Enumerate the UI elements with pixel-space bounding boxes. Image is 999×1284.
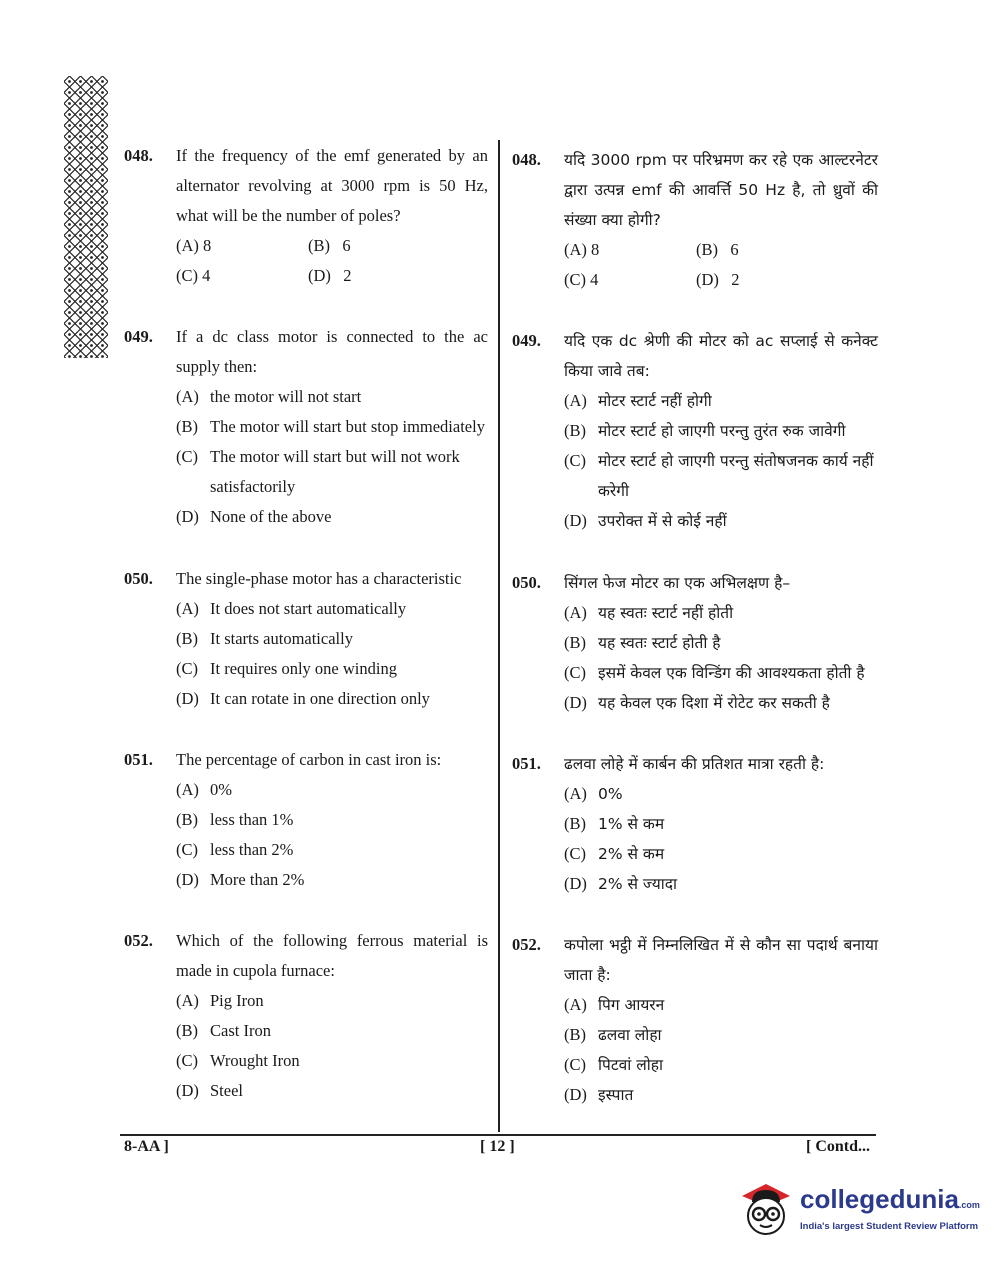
page-number: [ 12 ] <box>480 1138 515 1155</box>
option-c: (C) 4 <box>564 270 599 289</box>
booklet-code: 8-AA ] <box>124 1138 169 1155</box>
options-row <box>512 235 878 265</box>
options-row <box>124 231 488 261</box>
option-d: (D) 2 <box>308 266 352 285</box>
question-048-en <box>124 141 488 291</box>
option-c: (C) It requires only one winding <box>176 659 397 678</box>
column-divider <box>498 140 500 1132</box>
option-d: (D) More than 2% <box>176 870 305 889</box>
question-number: 052. <box>512 935 541 954</box>
option-b: (B) ढलवा लोहा <box>564 1025 662 1044</box>
option-c: (C) The motor will start but will not work satisfactorily <box>176 447 460 496</box>
option-a: (A) 0% <box>176 780 232 799</box>
option-d: (D) It can rotate in one direction only <box>176 689 430 708</box>
question-text: Which of the following ferrous material is made in cupola furnace: <box>176 931 488 980</box>
question-number: 049. <box>124 327 153 346</box>
question-text: यदि एक dc श्रेणी की मोटर को ac सप्लाई से कनेक्ट किया जावे तब: <box>564 332 878 380</box>
question-052-en <box>124 926 488 1106</box>
options-row <box>124 261 488 291</box>
question-number: 051. <box>124 750 153 769</box>
question-text: यदि 3000 rpm पर परिभ्रमण कर रहे एक आल्टरनेटर द्वारा उत्पन्न emf की आवर्त्ति 50 Hz है, तो ध्रुवों की संख्या क्या होगी? <box>564 151 878 229</box>
question-number: 048. <box>512 150 541 169</box>
option-a: (A) पिग आयरन <box>564 995 665 1014</box>
question-text: ढलवा लोहे में कार्बन की प्रतिशत मात्रा रहती है: <box>564 755 825 773</box>
question-number: 051. <box>512 754 541 773</box>
option-c: (C) इसमें केवल एक विन्डिंग की आवश्यकता होती है <box>564 663 865 682</box>
option-c: (C) less than 2% <box>176 840 294 859</box>
question-number: 050. <box>512 573 541 592</box>
question-048-hi <box>512 145 878 295</box>
option-a: (A) यह स्वतः स्टार्ट नहीं होती <box>564 603 734 622</box>
brand-name: collegedunia <box>800 1184 959 1214</box>
question-number: 052. <box>124 931 153 950</box>
question-051-en <box>124 745 488 895</box>
question-number: 050. <box>124 569 153 588</box>
option-b: (B) यह स्वतः स्टार्ट होती है <box>564 633 721 652</box>
question-049-en <box>124 322 488 532</box>
question-number: 048. <box>124 146 153 165</box>
collegedunia-logo <box>736 1176 980 1248</box>
question-text: कपोला भट्ठी में निम्नलिखित में से कौन सा पदार्थ बनाया जाता है: <box>564 936 878 984</box>
question-049-hi <box>512 326 878 536</box>
option-c: (C) 2% से कम <box>564 844 665 863</box>
option-a: (A) 8 <box>176 236 212 255</box>
option-b: (B) 1% से कम <box>564 814 665 833</box>
option-a: (A) It does not start automatically <box>176 599 407 618</box>
option-d: (D) इस्पात <box>564 1085 634 1104</box>
option-d: (D) None of the above <box>176 507 332 526</box>
options-row <box>512 265 878 295</box>
option-a: (A) Pig Iron <box>176 991 264 1010</box>
option-b: (B) The motor will start but stop immediately <box>176 417 485 436</box>
mascot-icon <box>736 1176 796 1242</box>
option-b: (B) 6 <box>308 236 351 255</box>
question-050-hi <box>512 568 878 718</box>
option-c: (C) पिटवां लोहा <box>564 1055 663 1074</box>
option-b: (B) less than 1% <box>176 810 294 829</box>
option-d: (D) यह केवल एक दिशा में रोटेट कर सकती है <box>564 693 830 712</box>
option-a: (A) the motor will not start <box>176 387 362 406</box>
option-b: (B) Cast Iron <box>176 1021 271 1040</box>
option-b: (B) It starts automatically <box>176 629 353 648</box>
question-text: सिंगल फेज मोटर का एक अभिलक्षण है– <box>564 574 791 592</box>
option-d: (D) उपरोक्त में से कोई नहीं <box>564 511 727 530</box>
question-051-hi <box>512 749 878 899</box>
footer-rule <box>120 1134 876 1136</box>
option-a: (A) मोटर स्टार्ट नहीं होगी <box>564 391 712 410</box>
option-a: (A) 8 <box>564 240 600 259</box>
option-d: (D) 2% से ज्यादा <box>564 874 678 893</box>
option-b: (B) 6 <box>696 240 739 259</box>
question-number: 049. <box>512 331 541 350</box>
option-d: (D) Steel <box>176 1081 243 1100</box>
brand-suffix: .com <box>958 1200 980 1210</box>
question-050-en <box>124 564 488 714</box>
option-b: (B) मोटर स्टार्ट हो जाएगी परन्तु तुरंत रुक जावेगी <box>564 421 846 440</box>
question-052-hi <box>512 930 878 1110</box>
question-text: If the frequency of the emf generated by an alternator revolving at 3000 rpm is 50 Hz, what will be the number of poles? <box>176 146 488 225</box>
brand-tagline: India's largest Student Review Platform <box>800 1221 979 1232</box>
question-text: If a dc class motor is connected to the ac supply then: <box>176 327 488 376</box>
continued-label: [ Contd... <box>806 1138 871 1155</box>
option-c: (C) 4 <box>176 266 211 285</box>
option-d: (D) 2 <box>696 270 740 289</box>
question-text: The percentage of carbon in cast iron is: <box>176 750 442 769</box>
option-c: (C) Wrought Iron <box>176 1051 300 1070</box>
question-text: The single-phase motor has a characteristic <box>176 569 462 588</box>
option-a: (A) 0% <box>564 784 623 803</box>
decorative-border-pattern <box>64 76 108 358</box>
option-c: (C) मोटर स्टार्ट हो जाएगी परन्तु संतोषजनक कार्य नहीं करेगी <box>564 451 874 500</box>
